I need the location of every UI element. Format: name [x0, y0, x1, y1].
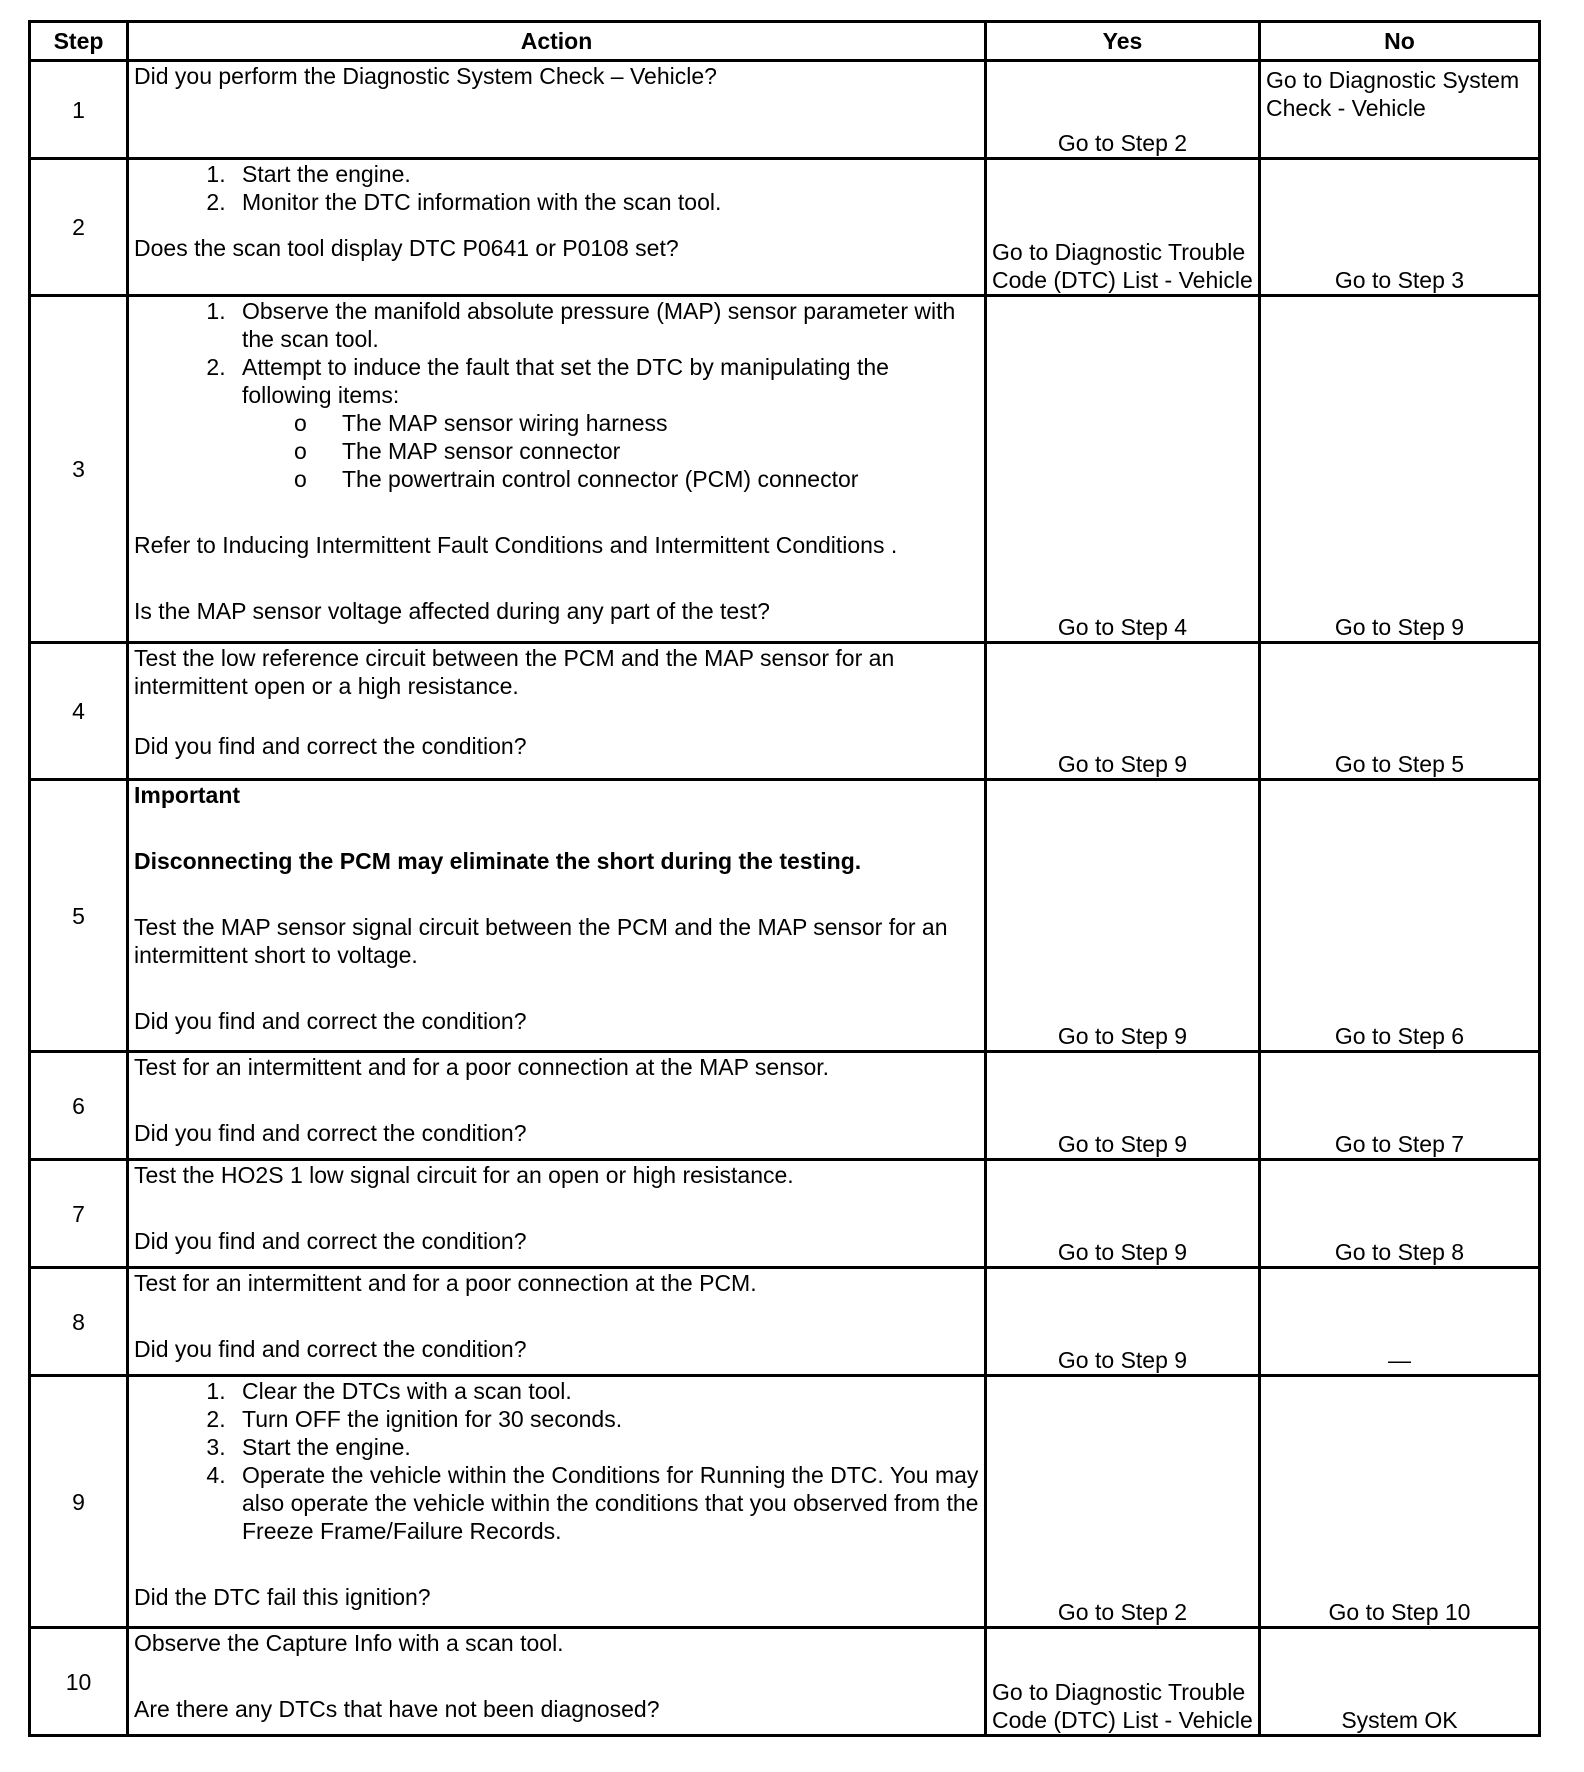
step-number: 10 — [30, 1628, 128, 1736]
no-cell: Go to Step 10 — [1260, 1376, 1540, 1628]
header-no: No — [1260, 22, 1540, 61]
no-cell: Go to Step 9 — [1260, 296, 1540, 643]
action-question: Did you find and correct the condition? — [134, 733, 527, 759]
list-item: 2. Turn OFF the ignition for 30 seconds. — [232, 1405, 979, 1433]
header-row — [30, 22, 1540, 61]
action-text: Test the MAP sensor signal circuit between the PCM and the MAP sensor for an intermittent short to voltage. — [134, 914, 948, 968]
action-list — [134, 1377, 979, 1545]
sub-list-item: o The powertrain control connector (PCM) connector — [294, 466, 859, 492]
table-row — [30, 159, 1540, 296]
action-list — [134, 160, 979, 216]
action-cell — [128, 61, 986, 159]
table-row — [30, 61, 1540, 159]
list-item: 3. Start the engine. — [232, 1433, 979, 1461]
sub-list-item: o The MAP sensor connector — [294, 438, 621, 464]
yes-cell: Go to Step 9 — [986, 1052, 1260, 1160]
no-cell: Go to Step 8 — [1260, 1160, 1540, 1268]
action-question: Did you perform the Diagnostic System Check – Vehicle? — [134, 63, 717, 89]
no-cell: Go to Diagnostic System Check - Vehicle — [1260, 61, 1540, 159]
no-cell: Go to Step 6 — [1260, 780, 1540, 1052]
list-item: 1. Observe the manifold absolute pressure (MAP) sensor parameter with the scan tool. — [232, 297, 979, 353]
list-item: 2. Monitor the DTC information with the scan tool. — [232, 188, 979, 216]
action-note: Refer to Inducing Intermittent Fault Conditions and Intermittent Conditions . — [134, 532, 898, 558]
action-text: Test for an intermittent and for a poor connection at the PCM. — [134, 1270, 757, 1296]
no-cell: — — [1260, 1268, 1540, 1376]
table-row — [30, 1268, 1540, 1376]
action-question: Did you find and correct the condition? — [134, 1008, 527, 1034]
table-row — [30, 643, 1540, 780]
list-item: 1. Clear the DTCs with a scan tool. — [232, 1377, 979, 1405]
step-number: 3 — [30, 296, 128, 643]
action-question: Are there any DTCs that have not been diagnosed? — [134, 1696, 660, 1722]
table-row — [30, 1052, 1540, 1160]
step-number: 6 — [30, 1052, 128, 1160]
step-number: 7 — [30, 1160, 128, 1268]
sub-list-item: o The MAP sensor wiring harness — [294, 410, 668, 436]
step-number: 1 — [30, 61, 128, 159]
table-row — [30, 1628, 1540, 1736]
step-number: 8 — [30, 1268, 128, 1376]
step-number: 4 — [30, 643, 128, 780]
diagnostic-table — [28, 20, 1541, 1737]
header-step: Step — [30, 22, 128, 61]
yes-cell: Go to Diagnostic Trouble Code (DTC) List - Vehicle — [986, 1628, 1260, 1736]
action-question: Did the DTC fail this ignition? — [134, 1584, 431, 1610]
step-number: 5 — [30, 780, 128, 1052]
yes-cell: Go to Step 9 — [986, 1268, 1260, 1376]
action-cell — [128, 1628, 986, 1736]
table-row — [30, 780, 1540, 1052]
no-cell: Go to Step 5 — [1260, 643, 1540, 780]
action-question: Did you find and correct the condition? — [134, 1120, 527, 1146]
action-list — [134, 297, 979, 493]
yes-cell: Go to Step 4 — [986, 296, 1260, 643]
no-cell: System OK — [1260, 1628, 1540, 1736]
table-row — [30, 296, 1540, 643]
action-cell — [128, 643, 986, 780]
yes-cell: Go to Step 9 — [986, 643, 1260, 780]
step-number: 2 — [30, 159, 128, 296]
action-text: Test the low reference circuit between the PCM and the MAP sensor for an intermittent open or a high resistance. — [134, 645, 895, 699]
yes-cell: Go to Step 2 — [986, 61, 1260, 159]
action-question: Did you find and correct the condition? — [134, 1336, 527, 1362]
action-text: Test for an intermittent and for a poor connection at the MAP sensor. — [134, 1054, 830, 1080]
table-row — [30, 1160, 1540, 1268]
action-text: Observe the Capture Info with a scan tool. — [134, 1630, 564, 1656]
action-cell — [128, 159, 986, 296]
action-question: Does the scan tool display DTC P0641 or P0108 set? — [134, 235, 679, 261]
bullet-icon: o — [294, 410, 307, 436]
yes-cell: Go to Step 9 — [986, 1160, 1260, 1268]
bullet-icon: o — [294, 438, 307, 464]
no-cell: Go to Step 3 — [1260, 159, 1540, 296]
action-question: Did you find and correct the condition? — [134, 1228, 527, 1254]
important-label: Important — [134, 782, 241, 808]
important-text: Disconnecting the PCM may eliminate the short during the testing. — [134, 848, 862, 874]
list-item: 1. Start the engine. — [232, 160, 979, 188]
list-item-text: Attempt to induce the fault that set the DTC by manipulating the following items: — [242, 354, 889, 408]
action-cell — [128, 1160, 986, 1268]
yes-cell: Go to Step 9 — [986, 780, 1260, 1052]
action-cell — [128, 780, 986, 1052]
action-cell — [128, 296, 986, 643]
action-cell — [128, 1376, 986, 1628]
bullet-icon: o — [294, 466, 307, 492]
no-cell: Go to Step 7 — [1260, 1052, 1540, 1160]
table-row — [30, 1376, 1540, 1628]
header-yes: Yes — [986, 22, 1260, 61]
action-text: Test the HO2S 1 low signal circuit for an open or high resistance. — [134, 1162, 794, 1188]
action-cell — [128, 1052, 986, 1160]
action-cell — [128, 1268, 986, 1376]
yes-cell: Go to Step 2 — [986, 1376, 1260, 1628]
yes-cell: Go to Diagnostic Trouble Code (DTC) List - Vehicle — [986, 159, 1260, 296]
list-item: 4. Operate the vehicle within the Conditions for Running the DTC. You may also operate the vehicle within the conditions that you observed from the Freeze Frame/Failure Records. — [232, 1461, 979, 1545]
action-question: Is the MAP sensor voltage affected during any part of the test? — [134, 598, 770, 624]
list-item — [232, 353, 979, 493]
sub-list — [242, 409, 979, 493]
step-number: 9 — [30, 1376, 128, 1628]
header-action: Action — [128, 22, 986, 61]
